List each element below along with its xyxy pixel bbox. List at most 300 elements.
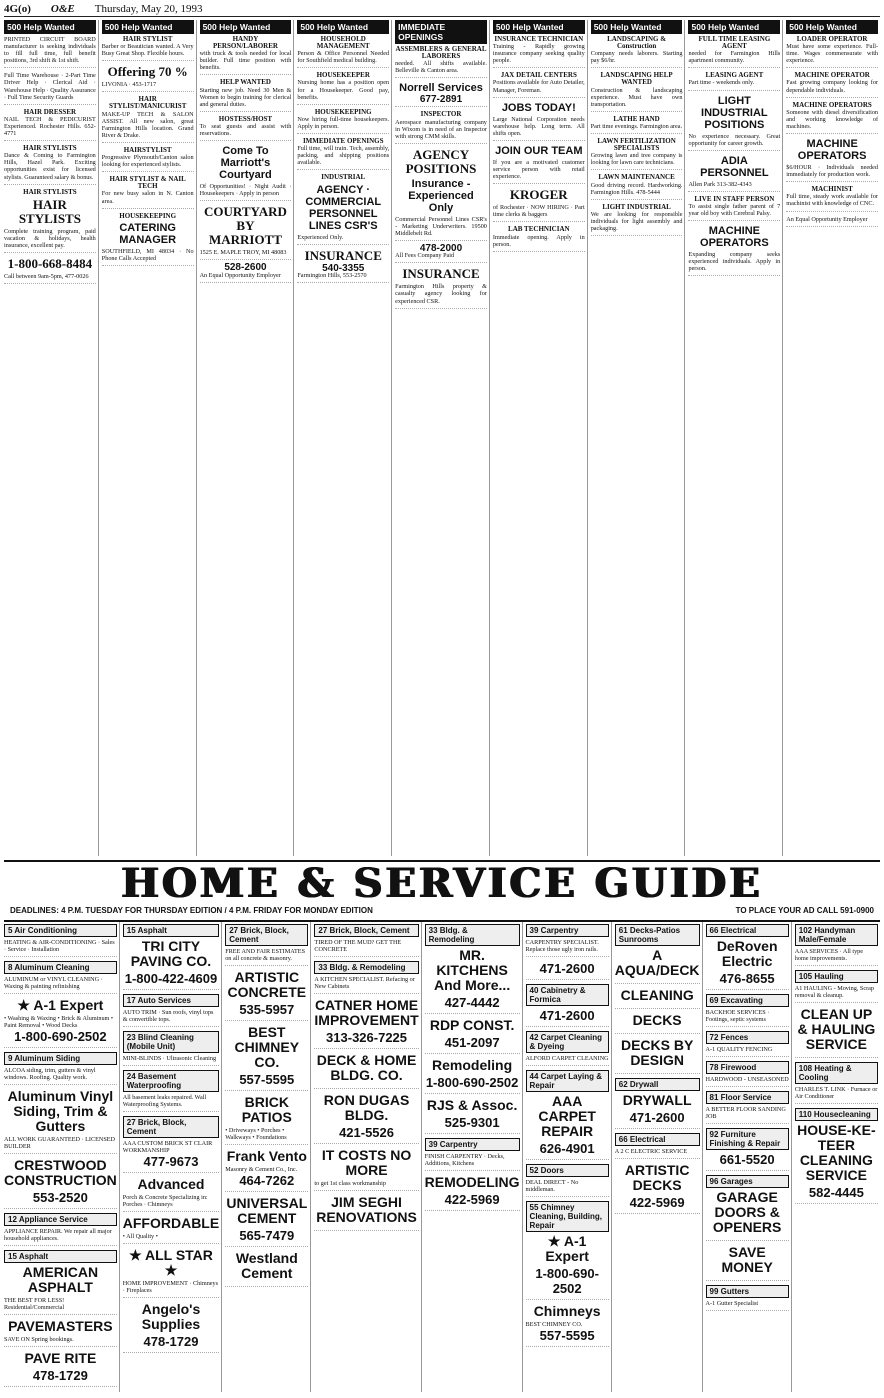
home-service-guide-banner xyxy=(4,860,880,922)
classified-ad xyxy=(493,188,585,222)
service-ad xyxy=(526,961,609,980)
classified-ad xyxy=(395,111,487,143)
guide-column xyxy=(314,922,421,1392)
service-category-heading: 62 Drywall xyxy=(615,1078,700,1091)
classified-ad xyxy=(688,36,780,68)
service-ad-body: to get 1st class workmanship xyxy=(314,1180,386,1187)
service-ad xyxy=(314,1053,418,1089)
service-ad xyxy=(706,1009,789,1027)
service-ad xyxy=(225,1196,308,1247)
ad-body: Training - Rapidly growing insurance company seeking quality people. xyxy=(492,43,585,65)
service-ad xyxy=(123,1216,219,1244)
ad-title: HAIR DRESSER xyxy=(23,107,77,116)
classified-ad xyxy=(591,72,683,111)
service-category-heading: 27 Brick, Block, Cement xyxy=(225,924,308,946)
service-ad-body: Masonry & Cement Co., Inc. xyxy=(225,1166,298,1173)
service-ad-phone: 1-800-690-2502 xyxy=(14,1029,107,1044)
ad-title: HOUSEHOLD MANAGEMENT xyxy=(316,35,370,51)
service-ad-name: RON DUGAS BLDG. xyxy=(323,1092,410,1123)
ad-body: If you are a motivated customer service person with retail experience. xyxy=(492,158,585,181)
service-ad-phone: 478-1729 xyxy=(32,1368,88,1383)
service-ad xyxy=(706,1152,789,1171)
service-ad-body: ALL WORK GUARANTEED · LICENSED BUILDER xyxy=(4,1136,116,1150)
ad-title: LANDSCAPING & Construction xyxy=(607,35,667,51)
classified-ad xyxy=(395,148,487,241)
classified-column xyxy=(102,20,197,856)
service-ad-phone: 313-326-7225 xyxy=(326,1030,408,1045)
service-ad xyxy=(123,1055,219,1066)
ad-title: HOUSEKEEPER xyxy=(316,71,370,80)
service-ad-name: Advanced xyxy=(137,1176,205,1192)
service-ad xyxy=(4,1089,117,1154)
service-ad-body: HEATING & AIR-CONDITIONING · Sales · Service · Installation xyxy=(4,939,115,953)
ad-display-text: Insurance - Experienced Only xyxy=(408,177,474,214)
service-ad xyxy=(425,1175,520,1211)
service-ad-name: CRESTWOOD CONSTRUCTION xyxy=(4,1157,117,1188)
ad-title: LAB TECHNICIAN xyxy=(508,225,570,234)
service-category-heading: 96 Garages xyxy=(706,1175,789,1188)
service-category-heading: 61 Decks-Patios Sunrooms xyxy=(615,924,700,946)
service-ad xyxy=(4,998,117,1048)
classified-column xyxy=(4,20,99,856)
ad-title: HAIR STYLIST/MANICURIST xyxy=(108,95,187,111)
ad-body: Company needs laborers. Starting pay $6/hr. xyxy=(590,50,683,65)
ad-body: Nursing home has a position open for a Housekeeper. Good pay, benefits. xyxy=(297,79,390,101)
classified-ad xyxy=(200,36,292,75)
service-ad xyxy=(795,948,878,966)
classified-column xyxy=(200,20,295,856)
service-ad-body: ALUMINUM or VINYL CLEANING · Waxing & painting refinishing xyxy=(4,976,103,990)
classified-ad xyxy=(493,102,585,141)
service-ad xyxy=(123,1140,219,1173)
service-category-heading: 24 Basement Waterproofing xyxy=(123,1070,219,1092)
service-ad-body: A 2 C ELECTRIC SERVICE xyxy=(614,1148,688,1155)
ad-body: All Fees Company Paid xyxy=(395,252,455,260)
service-ad-body: • Driveways • Porches • Walkways • Foundations xyxy=(225,1127,287,1141)
service-ad xyxy=(4,976,117,994)
service-ad-body: A-1 QUALITY FENCING xyxy=(705,1046,773,1053)
service-ad-name: Frank Vento xyxy=(226,1148,307,1164)
service-ad-name: A AQUA/DECK xyxy=(614,947,700,978)
ad-body: Full Time Warehouse · 2-Part Time Driver Help · Clerical Aid · Warehouse Help · Quality Assurance · Full Time Security Guards xyxy=(4,72,96,101)
ad-body: MAKE-UP TECH & SALON ASSIST. All new salon, great Farmington Hills location. Grand River & Drake. xyxy=(101,110,194,139)
service-ad-name: JIM SEGHI RENOVATIONS xyxy=(316,1194,417,1225)
service-ad xyxy=(225,1025,308,1091)
service-ad xyxy=(225,1095,308,1145)
ad-body: Progressive Plymouth/Canton salon looking for experienced stylists. xyxy=(101,154,194,169)
ad-title: MACHINIST xyxy=(811,185,853,194)
ad-title: LANDSCAPING HELP WANTED xyxy=(600,71,673,87)
ad-body: Must have some experience. Full-time. Wages commensurate with experience. xyxy=(786,43,879,65)
service-ad-name: BEST CHIMNEY CO. xyxy=(234,1024,300,1070)
classified-column xyxy=(297,20,392,856)
service-ad xyxy=(706,1076,789,1087)
service-category-heading: 69 Excavating xyxy=(706,994,789,1007)
classified-column xyxy=(688,20,783,856)
classified-ad xyxy=(395,245,487,263)
ad-display-text: Norrell Services xyxy=(399,82,483,95)
service-ad xyxy=(314,1093,418,1144)
ad-body: Person & Office Personnel Needed for Southfield medical building. xyxy=(297,50,390,65)
ad-body: SOUTHFIELD, MI 48034 · No Phone Calls Accepted xyxy=(101,247,194,262)
ad-body: Fast growing company looking for dependable individuals. xyxy=(786,79,879,94)
service-category-heading: 42 Carpet Cleaning & Dyeing xyxy=(526,1031,609,1053)
service-ad-body: Porch & Concrete Specializing in: Porches · Chimneys xyxy=(122,1194,208,1208)
category-heading: 500 Help Wanted xyxy=(591,20,683,34)
ad-title: LAWN FERTILIZATION SPECIALISTS xyxy=(597,137,676,153)
ad-body: PRINTED CIRCUIT BOARD manufacturer is seeking individuals to fill full time, full benefit positions, 3rd shift & 1st shift. xyxy=(4,36,96,65)
ad-title: HAIR STYLISTS xyxy=(23,187,77,196)
guide-deadline: DEADLINES: 4 P.M. TUESDAY FOR THURSDAY EDITION / 4 P.M. FRIDAY FOR MONDAY EDITION xyxy=(10,906,373,915)
service-category-heading: 15 Asphalt xyxy=(123,924,219,937)
classified-ad xyxy=(102,65,194,92)
service-ad-body: A BETTER FLOOR SANDING JOB xyxy=(705,1106,786,1120)
service-ad-phone: 451-2097 xyxy=(444,1035,500,1050)
service-category-heading: 52 Doors xyxy=(526,1164,609,1177)
service-category-heading: 5 Air Conditioning xyxy=(4,924,117,937)
ad-display-text: INSURANCE xyxy=(304,247,382,263)
ad-display-text: COURTYARD BY MARRIOTT xyxy=(204,204,287,248)
service-category-heading: 99 Gutters xyxy=(706,1285,789,1298)
ad-body: Farmington Hills property & casualty agency looking for experienced CSR. xyxy=(395,283,487,305)
service-ad xyxy=(706,1106,789,1124)
service-ad-phone: 471-2600 xyxy=(539,1008,595,1023)
ad-body: Call between 9am-5pm, 477-0026 xyxy=(4,272,89,280)
service-ad-name: DeRoven Electric xyxy=(716,938,778,969)
category-heading: 500 Help Wanted xyxy=(200,20,292,34)
service-ad xyxy=(225,1149,308,1192)
classified-ad xyxy=(786,36,878,68)
classified-ad xyxy=(297,138,389,170)
service-category-heading: 12 Appliance Service xyxy=(4,1213,117,1226)
service-ad xyxy=(4,1265,117,1315)
classified-ad xyxy=(493,72,585,97)
guide-column xyxy=(615,922,703,1392)
service-ad-phone: 535-5957 xyxy=(239,1002,295,1017)
service-ad xyxy=(4,1228,117,1246)
service-ad-body: CHARLES T. LINK · Furnace or Air Conditioner xyxy=(794,1086,878,1100)
classified-ad xyxy=(102,213,194,266)
classified-ad xyxy=(200,264,292,282)
service-ad-phone: 1-800-422-4609 xyxy=(124,971,218,986)
service-ad xyxy=(526,939,609,957)
category-heading: 500 Help Wanted xyxy=(102,20,194,34)
classified-ad xyxy=(200,145,292,201)
ad-display-text: HAIR STYLISTS xyxy=(18,196,81,226)
classified-ad xyxy=(591,138,683,170)
classified-ad xyxy=(102,147,194,172)
ad-display-text: KROGER xyxy=(509,187,568,203)
classified-ad xyxy=(200,116,292,141)
service-ad xyxy=(425,1018,520,1054)
service-ad xyxy=(706,1300,789,1311)
service-ad xyxy=(615,988,700,1009)
ad-title: HAIR STYLIST & NAIL TECH xyxy=(109,175,186,191)
service-ad xyxy=(795,1086,878,1104)
service-ad-body: DEAL DIRECT - No middleman. xyxy=(525,1179,579,1193)
service-ad xyxy=(314,939,418,957)
classified-ad xyxy=(4,189,96,253)
classified-ad xyxy=(688,72,780,90)
ad-title: HOUSEKEEPING xyxy=(314,107,372,116)
service-ad-body: A1 HAULING - Moving, Scrap removal & cleanup. xyxy=(794,985,874,999)
ad-body: of Rochester · NOW HIRING · Part time clerks & baggers xyxy=(492,204,585,219)
classified-ad xyxy=(688,95,780,151)
service-ad-phone: 565-7479 xyxy=(239,1228,295,1243)
service-ad xyxy=(706,1190,789,1241)
page-number: 4G(o) xyxy=(4,3,31,15)
service-ad xyxy=(526,1234,609,1300)
ad-body: Construction & landscaping experience. Must have own transportation. xyxy=(590,86,683,108)
classified-column xyxy=(493,20,588,856)
service-ad-body: AAA CUSTOM BRICK ST CLAIR WORKMANSHIP xyxy=(122,1140,213,1154)
service-category-heading: 9 Aluminum Siding xyxy=(4,1052,117,1065)
service-category-heading: 33 Bldg. & Remodeling xyxy=(425,924,520,946)
ad-body: Part time evenings. Farmington area. xyxy=(590,122,683,130)
ad-body: Someone with diesel diversification and working knowledge of machines. xyxy=(786,108,879,130)
service-category-heading: 102 Handyman Male/Female xyxy=(795,924,878,946)
guide-column xyxy=(795,922,880,1392)
ad-body: Good driving record. Hardworking. Farmington Hills. 478-5444 xyxy=(590,181,683,196)
service-category-heading: 23 Blind Cleaning (Mobile Unit) xyxy=(123,1031,219,1053)
classified-ad xyxy=(4,72,96,104)
service-ad-name: Chimneys xyxy=(533,1303,601,1319)
service-ad xyxy=(123,1177,219,1212)
classified-ad xyxy=(786,102,878,134)
service-ad-phone: 427-4442 xyxy=(444,995,500,1010)
ad-display-text: AGENCY POSITIONS xyxy=(405,146,477,176)
classified-ad xyxy=(395,267,487,308)
service-ad-phone: 471-2600 xyxy=(539,961,595,976)
service-ad-body: AUTO TRIM · Sun roofs, vinyl tops & convertible tops. xyxy=(122,1009,214,1023)
service-ad-body: A KITCHEN SPECIALIST. Refacing or New Cabinets xyxy=(314,976,415,990)
ad-title: FULL TIME LEASING AGENT xyxy=(698,35,771,51)
service-ad-body: TIRED OF THE MUD? GET THE CONCRETE xyxy=(314,939,402,953)
ad-body: Commercial Personnel Lines CSR's - Marketing Underwriters. 19500 Middlebelt Rd. xyxy=(395,215,487,238)
service-ad-phone: 422-5969 xyxy=(629,1195,685,1210)
service-ad xyxy=(314,976,418,994)
service-ad xyxy=(4,1067,117,1085)
guide-place-ad: TO PLACE YOUR AD CALL 591-0900 xyxy=(735,906,874,915)
service-ad-phone: 422-5969 xyxy=(444,1192,500,1207)
service-ad-phone: 476-8655 xyxy=(719,971,775,986)
classified-column xyxy=(395,20,490,856)
ad-body: Starting new job. Need 30 Men & Women to begin training for clerical and general duties. xyxy=(199,86,292,108)
ad-phone: 478-2000 xyxy=(419,243,463,255)
classified-ad xyxy=(688,225,780,276)
classified-ad xyxy=(688,155,780,192)
service-ad-phone: 1-800-690-2502 xyxy=(535,1266,599,1296)
ad-display-text: MACHINE OPERATORS xyxy=(797,138,867,163)
ad-body: Full time, will train. Tech, assembly, packing, and shipping positions available. xyxy=(297,145,390,167)
service-ad xyxy=(123,939,219,990)
ad-title: JAX DETAIL CENTERS xyxy=(500,71,577,80)
service-ad xyxy=(615,948,700,984)
ad-title: HANDY PERSON/LABORER xyxy=(212,35,278,51)
ad-display-text: LIGHT INDUSTRIAL POSITIONS xyxy=(701,94,768,131)
service-category-heading: 39 Carpentry xyxy=(526,924,609,937)
ad-title: MACHINE OPERATORS xyxy=(792,100,872,109)
service-ad-name: AFFORDABLE xyxy=(122,1215,220,1231)
guide-column xyxy=(706,922,792,1392)
guide-column xyxy=(225,922,311,1392)
service-ad-body: • All Quality • xyxy=(122,1233,158,1240)
guide-columns xyxy=(4,922,880,1392)
service-ad xyxy=(314,1148,418,1191)
ad-display-text: JOIN OUR TEAM xyxy=(495,144,583,157)
service-ad xyxy=(225,970,308,1021)
ad-display-text: Offering 70 % xyxy=(107,64,188,80)
service-ad xyxy=(425,1098,520,1134)
service-category-heading: 72 Fences xyxy=(706,1031,789,1044)
service-ad-name: RJS & Assoc. xyxy=(426,1097,518,1113)
service-ad-phone: 464-7262 xyxy=(239,1173,295,1188)
ad-title: HOSTESS/HOST xyxy=(218,114,273,123)
ad-phone: 540-3355 xyxy=(322,262,365,274)
classified-ad xyxy=(395,82,487,107)
ad-body: Farmington Hills, 553-2570 xyxy=(297,271,367,279)
service-category-heading: 17 Auto Services xyxy=(123,994,219,1007)
service-ad xyxy=(425,948,520,1014)
ad-body: 1525 E. MAPLE TROY, MI 48083 xyxy=(199,249,287,257)
ad-display-text: 1-800-668-8484 xyxy=(7,255,93,271)
ad-body: Of Opportunities! · Night Audit · Housekeepers · Apply in person xyxy=(199,183,292,198)
category-heading: IMMEDIATE OPENINGS xyxy=(395,20,487,44)
ad-title: INSPECTOR xyxy=(420,110,462,119)
service-ad xyxy=(706,1046,789,1057)
ad-title: LOADER OPERATOR xyxy=(796,35,868,43)
classified-ad xyxy=(786,138,878,182)
publication-name: O&E xyxy=(50,3,75,15)
ad-body: NAIL TECH & PEDICURIST Experienced. Rochester Hills. 652-4771 xyxy=(4,115,96,138)
category-heading: 500 Help Wanted xyxy=(493,20,585,34)
ad-body: No experience necessary. Great opportunity for career growth. xyxy=(688,132,781,147)
classified-columns xyxy=(4,20,880,856)
service-ad xyxy=(4,1158,117,1209)
ad-body: Expanding company seeks experienced individuals. Apply in person. xyxy=(688,251,781,273)
service-ad-phone: 553-2520 xyxy=(32,1190,88,1205)
ad-body: Barber or Beautician wanted. A Very Busy Great Shop. Flexible hours. xyxy=(101,43,194,58)
service-ad-phone: 626-4901 xyxy=(539,1141,595,1156)
service-ad-name: DRYWALL xyxy=(622,1092,692,1108)
service-ad xyxy=(706,1245,789,1281)
ad-body: needed. All shifts available. Belleville & Canton area. xyxy=(395,60,487,75)
ad-body: $6/HOUR · Individuals needed immediately for production work. xyxy=(786,164,879,179)
classified-ad xyxy=(102,36,194,61)
service-ad xyxy=(795,1123,878,1204)
classified-ad xyxy=(786,72,878,97)
ad-title: INSURANCE TECHNICIAN xyxy=(494,35,584,43)
classified-ad xyxy=(4,145,96,184)
classified-ad xyxy=(493,145,585,184)
classified-ad xyxy=(297,249,389,283)
ad-body: For new busy salon in N. Canton area. xyxy=(101,190,194,205)
service-ad-name: ★ ALL STAR ★ xyxy=(129,1247,213,1278)
ad-body: An Equal Opportunity Employer xyxy=(199,271,281,279)
service-category-heading: 27 Brick, Block, Cement xyxy=(123,1116,219,1138)
classified-column xyxy=(591,20,686,856)
ad-body: Allen Park 313-382-4343 xyxy=(688,180,752,188)
service-ad xyxy=(706,939,789,990)
ad-body: Positions available for Auto Detailer, Manager, Foreman. xyxy=(492,79,585,94)
guide-column xyxy=(526,922,612,1392)
service-ad-phone: 557-5595 xyxy=(539,1328,595,1343)
service-ad-body: AAA SERVICES · All type home improvements. xyxy=(794,948,864,962)
ad-body: An Equal Opportunity Employer xyxy=(786,215,868,223)
ad-body: Now hiring full-time housekeepers. Apply in person. xyxy=(297,115,390,130)
ad-body: Complete training program, paid vacation & holidays, health insurance, excellent pay. xyxy=(4,227,96,249)
ad-body: Immediate opening. Apply in person. xyxy=(492,233,585,248)
ad-body: Large National Corporation needs warehouse help. Long term. All shifts open. xyxy=(492,115,585,137)
service-ad xyxy=(526,1094,609,1160)
classified-ad xyxy=(493,226,585,251)
service-ad-body: BEST CHIMNEY CO. xyxy=(525,1321,583,1328)
service-ad-phone: 471-2600 xyxy=(629,1110,685,1125)
ad-body: needed for Farmington Hills apartment community. xyxy=(688,50,781,65)
service-ad xyxy=(795,1007,878,1058)
service-ad-body: CARPENTRY SPECIALIST. Replace those ugly iron rails. xyxy=(525,939,599,953)
ad-display-text: INSURANCE xyxy=(402,266,480,282)
service-ad-name: ARTISTIC CONCRETE xyxy=(227,969,307,1000)
ad-body: Part time - weekends only. xyxy=(688,79,755,87)
guide-title: HOME & SERVICE GUIDE xyxy=(121,860,763,907)
classified-ad xyxy=(297,72,389,104)
service-category-heading: 27 Brick, Block, Cement xyxy=(314,924,418,937)
classified-ad xyxy=(102,96,194,143)
service-ad xyxy=(615,1038,700,1074)
service-ad-name: SAVE MONEY xyxy=(721,1244,773,1275)
service-ad-body: A-1 Gutter Specialist xyxy=(705,1300,759,1307)
service-ad-body: SAVE ON Spring bookings. xyxy=(4,1336,74,1343)
category-heading: 500 Help Wanted xyxy=(786,20,878,34)
service-ad-name: ★ A-1 Expert xyxy=(17,997,104,1013)
service-ad-name: AAA CARPET REPAIR xyxy=(538,1093,596,1139)
service-ad xyxy=(123,1248,219,1298)
service-ad xyxy=(615,1148,700,1159)
classified-ad xyxy=(102,176,194,208)
guide-column xyxy=(123,922,222,1392)
service-ad-name: GARAGE DOORS & OPENERS xyxy=(712,1189,782,1235)
ad-title: INDUSTRIAL xyxy=(321,173,366,182)
ad-body: with truck & tools needed for local builder. Full time position with benefits. xyxy=(199,50,292,72)
service-ad xyxy=(225,948,308,966)
service-ad-body: FINISH CARPENTRY · Decks, Additions, Kitchens xyxy=(424,1153,505,1167)
ad-title: LATHE HAND xyxy=(613,114,660,123)
classified-ad xyxy=(4,36,96,68)
ad-title: LAWN MAINTENANCE xyxy=(598,173,675,182)
service-ad-name: MR. KITCHENS And More... xyxy=(433,947,511,993)
service-category-heading: 55 Chimney Cleaning, Building, Repair xyxy=(526,1201,609,1232)
service-ad-body: FREE AND FAIR ESTIMATES on all concrete & masonry. xyxy=(225,948,306,962)
service-ad xyxy=(123,1302,219,1353)
service-ad-name: BRICK PATIOS xyxy=(241,1094,292,1125)
service-ad xyxy=(4,939,117,957)
service-ad xyxy=(615,1013,700,1034)
service-ad-phone: 525-9301 xyxy=(444,1115,500,1130)
service-category-heading: 108 Heating & Cooling xyxy=(795,1062,878,1084)
ad-title: MACHINE OPERATOR xyxy=(794,71,870,80)
service-ad-name: PAVEMASTERS xyxy=(8,1318,113,1334)
category-heading: 500 Help Wanted xyxy=(4,20,96,34)
issue-date: Thursday, May 20, 1993 xyxy=(94,3,203,15)
service-ad-body: ALFORD CARPET CLEANING xyxy=(525,1055,609,1062)
service-ad-name: UNIVERSAL CEMENT xyxy=(226,1195,308,1226)
ad-title: HAIR STYLISTS xyxy=(23,144,77,153)
service-ad xyxy=(795,985,878,1003)
service-ad-phone: 1-800-690-2502 xyxy=(425,1075,519,1090)
ad-body: To seat guests and assist with reservations. xyxy=(199,122,292,138)
ad-body: Dance & Coming to Farmington Hills, Hazel Park. Exciting opportunities exist for licensed stylists. Guaranteed salary & bonus. xyxy=(4,152,96,181)
